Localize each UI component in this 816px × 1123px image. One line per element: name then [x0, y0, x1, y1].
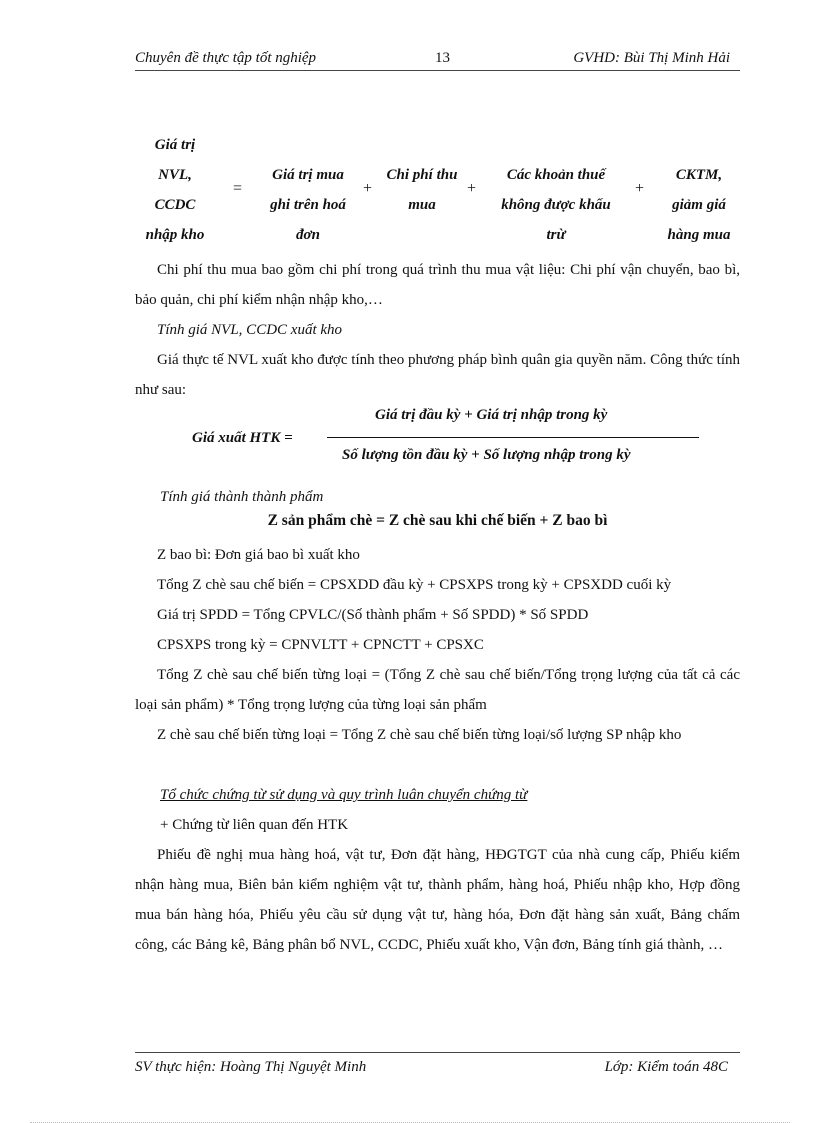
formula-term-purchase-cost: Chi phí thu mua [386, 167, 458, 213]
formula-line: Tổng Z chè sau chế biến = CPSXDD đầu kỳ + CPSXPS trong kỳ + CPSXDD cuối kỳ [157, 577, 672, 593]
heading-issue-pricing: Tính giá NVL, CCDC xuất kho [157, 322, 343, 338]
formula-line: CPSXPS trong kỳ = CPNVLTT + CPNCTT + CPSXC [157, 637, 484, 653]
paragraph-weighted-average: Giá thực tế NVL xuất kho được tính theo phương pháp bình quân gia quyền năm. Công thức tính như sau: [135, 352, 740, 398]
paragraph-per-type-unit: Z chè sau chế biến từng loại = Tổng Z chè sau chế biến từng loại/số lượng SP nhập kho [157, 727, 682, 743]
formula-line: Giá trị SPDD = Tổng CPVLC/(Số thành phẩm + Số SPDD) * Số SPDD [157, 607, 589, 623]
formula-line: Z bao bì: Đơn giá bao bì xuất kho [157, 547, 360, 563]
footer-class: Lớp: Kiểm toán 48C [604, 1059, 728, 1075]
formula-lhs: Giá trị NVL, CCDC nhập kho [145, 137, 205, 243]
plus-sign: + [363, 180, 373, 197]
issue-price-formula [135, 403, 740, 473]
heading-finished-goods-cost: Tính giá thành thành phẩm [160, 489, 324, 505]
formula-term-discounts: CKTM, giảm giá hàng mua [667, 167, 731, 243]
fraction-bar [327, 437, 699, 438]
product-cost-formula: Z sản phẩm chè = Z chè sau khi chế biến + Z bao bì [267, 512, 608, 529]
footer-student: SV thực hiện: Hoàng Thị Nguyệt Minh [135, 1059, 367, 1075]
paragraph-purchase-costs: Chi phí thu mua bao gồm chi phí trong quá trình thu mua vật liệu: Chi phí vận chuyển, bao bì, bảo quản, chi phí kiểm nhận nhập kho,… [135, 262, 740, 308]
formula-term-taxes: Các khoản thuế không được khấu trừ [501, 167, 611, 243]
page-header [135, 48, 740, 71]
formula-denominator: Số lượng tồn đầu kỳ + Số lượng nhập trong kỳ [342, 447, 631, 463]
paragraph-document-list: Phiếu đề nghị mua hàng hoá, vật tư, Đơn đặt hàng, HĐGTGT của nhà cung cấp, Phiếu kiểm nhận hàng mua, Biên bản kiểm nghiệm vật tư, thành phẩm, hàng hoá, Phiếu nhập kho, Hợp đồng mua bán hàng hóa, Phiếu yêu cầu sử dụng vật tư, hàng hóa, Đơn đặt hàng sản xuất, Bảng chấm công, các Bảng kê, Bảng phân bổ NVL, CCDC, Phiếu xuất kho, Vận đơn, Bảng tính giá thành, … [135, 847, 740, 953]
page-footer [135, 1052, 740, 1077]
equals-sign: = [233, 180, 243, 197]
page-number: 13 [435, 50, 450, 66]
formula-numerator: Giá trị đầu kỳ + Giá trị nhập trong kỳ [375, 407, 608, 423]
paragraph-per-type-total: Tổng Z chè sau chế biến từng loại = (Tổng Z chè sau chế biến/Tổng trọng lượng của tất cả các loại sản phẩm) * Tổng trọng lượng của từng loại sản phẩm [135, 667, 740, 713]
header-title: Chuyên đề thực tập tốt nghiệp [135, 50, 317, 66]
formula-lines [157, 540, 740, 660]
formula-term-purchase-value: Giá trị mua ghi trên hoá đơn [270, 167, 346, 243]
plus-sign: + [467, 180, 477, 197]
header-advisor: GVHD: Bùi Thị Minh Hải [573, 50, 730, 66]
bullet-inventory-documents: + Chứng từ liên quan đến HTK [160, 817, 349, 833]
heading-documents: Tổ chức chứng từ sử dụng và quy trình luân chuyển chứng từ [160, 787, 528, 803]
formula-lhs: Giá xuất HTK = [192, 430, 293, 446]
purchase-value-formula [135, 130, 740, 250]
plus-sign: + [635, 180, 645, 197]
